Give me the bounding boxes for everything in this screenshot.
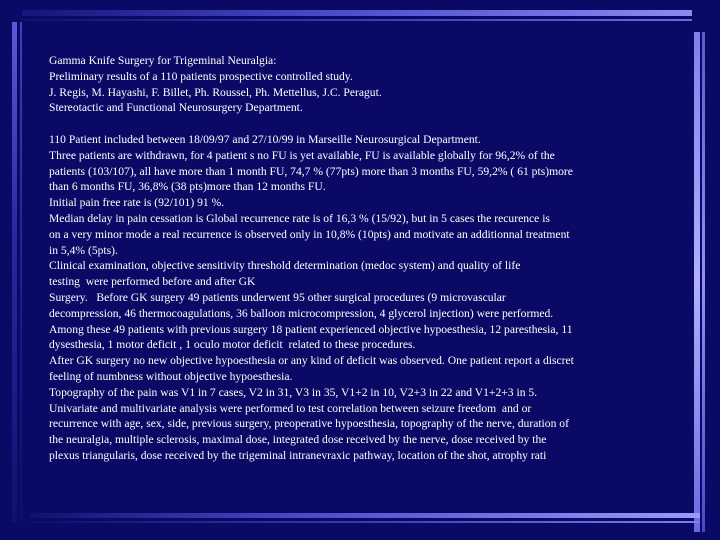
body-line: 110 Patient included between 18/09/97 and 27/10/99 in Marseille Neurosurgical Department. — [49, 132, 481, 146]
body-line: Median delay in pain cessation is Global recurrence rate is of 16,3 % (15/92), but in 5 cases the recurence is — [49, 211, 550, 225]
body-line: Univariate and multivariate analysis were performed to test correlation between seizure freedom and or — [49, 401, 532, 415]
frame-right-bar — [694, 32, 700, 532]
body-line: Topography of the pain was V1 in 7 cases, V2 in 31, V3 in 35, V1+2 in 10, V2+3 in 22 and V1+2+3 in 5. — [49, 385, 538, 399]
abstract-body — [49, 132, 689, 464]
paragraph-gap — [49, 116, 689, 132]
frame-top-thin-bar — [22, 19, 692, 21]
frame-bottom-thin-bar — [30, 521, 700, 523]
body-line: feeling of numbness without objective hypoesthesia. — [49, 369, 293, 383]
authors-line: J. Regis, M. Hayashi, F. Billet, Ph. Roussel, Ph. Mettellus, J.C. Peragut. — [49, 85, 382, 99]
frame-left-thin-bar — [20, 22, 22, 522]
title-line: Gamma Knife Surgery for Trigeminal Neuralgia: — [49, 54, 277, 67]
body-line: in 5,4% (5pts). — [49, 243, 118, 257]
body-line: Initial pain free rate is (92/101) 91 %. — [49, 196, 225, 210]
slide-text — [49, 53, 689, 464]
frame-bottom-bar — [30, 513, 700, 518]
body-line: patients (103/107), all have more than 1 month FU, 74,7 % (77pts) more than 3 months FU, 59,2% ( 61 pts)more — [49, 164, 573, 178]
body-line: testing were performed before and after GK — [49, 275, 256, 289]
department-line: Stereotactic and Functional Neurosurgery Department. — [49, 101, 303, 115]
body-line: After GK surgery no new objective hypoesthesia or any kind of deficit was observed. One patient report a discret — [49, 354, 574, 368]
body-line: decompression, 46 thermocoagulations, 36 balloon microcompression, 4 glycerol injection) were performed. — [49, 306, 554, 320]
body-line: on a very minor mode a real recurrence is observed only in 10,8% (10pts) and motivate an additionnal treatment — [49, 227, 570, 241]
body-line: Three patients are withdrawn, for 4 patient s no FU is yet available, FU is available globally for 96,2% of the — [49, 148, 555, 162]
body-line: than 6 months FU, 36,8% (38 pts)more than 12 months FU. — [49, 180, 326, 194]
frame-top-bar — [22, 10, 692, 16]
abstract-header — [49, 53, 689, 116]
frame-right-thin-bar — [702, 32, 705, 532]
frame-left-bar — [12, 22, 17, 522]
body-line: Clinical examination, objective sensitivity threshold determination (medoc system) and quality of life — [49, 259, 521, 273]
body-line: recurrence with age, sex, side, previous surgery, preoperative hypoesthesia, topography of the nerve, duration of — [49, 417, 569, 431]
body-line: dysesthesia, 1 motor deficit , 1 oculo motor deficit related to these procedures. — [49, 338, 416, 352]
body-line: plexus triangularis, dose received by the trigeminal intranevraxic pathway, location of the shot, atrophy rati — [49, 448, 547, 462]
body-line: Surgery. Before GK surgery 49 patients underwent 95 other surgical procedures (9 microvascular — [49, 290, 506, 304]
body-line: Among these 49 patients with previous surgery 18 patient experienced objective hypoesthesia, 12 paresthesia, 11 — [49, 322, 573, 336]
body-line: the neuralgia, multiple sclerosis, maximal dose, integrated dose received by the nerve, dose received by the — [49, 433, 547, 447]
subtitle-line: Preliminary results of a 110 patients prospective controlled study. — [49, 69, 353, 83]
